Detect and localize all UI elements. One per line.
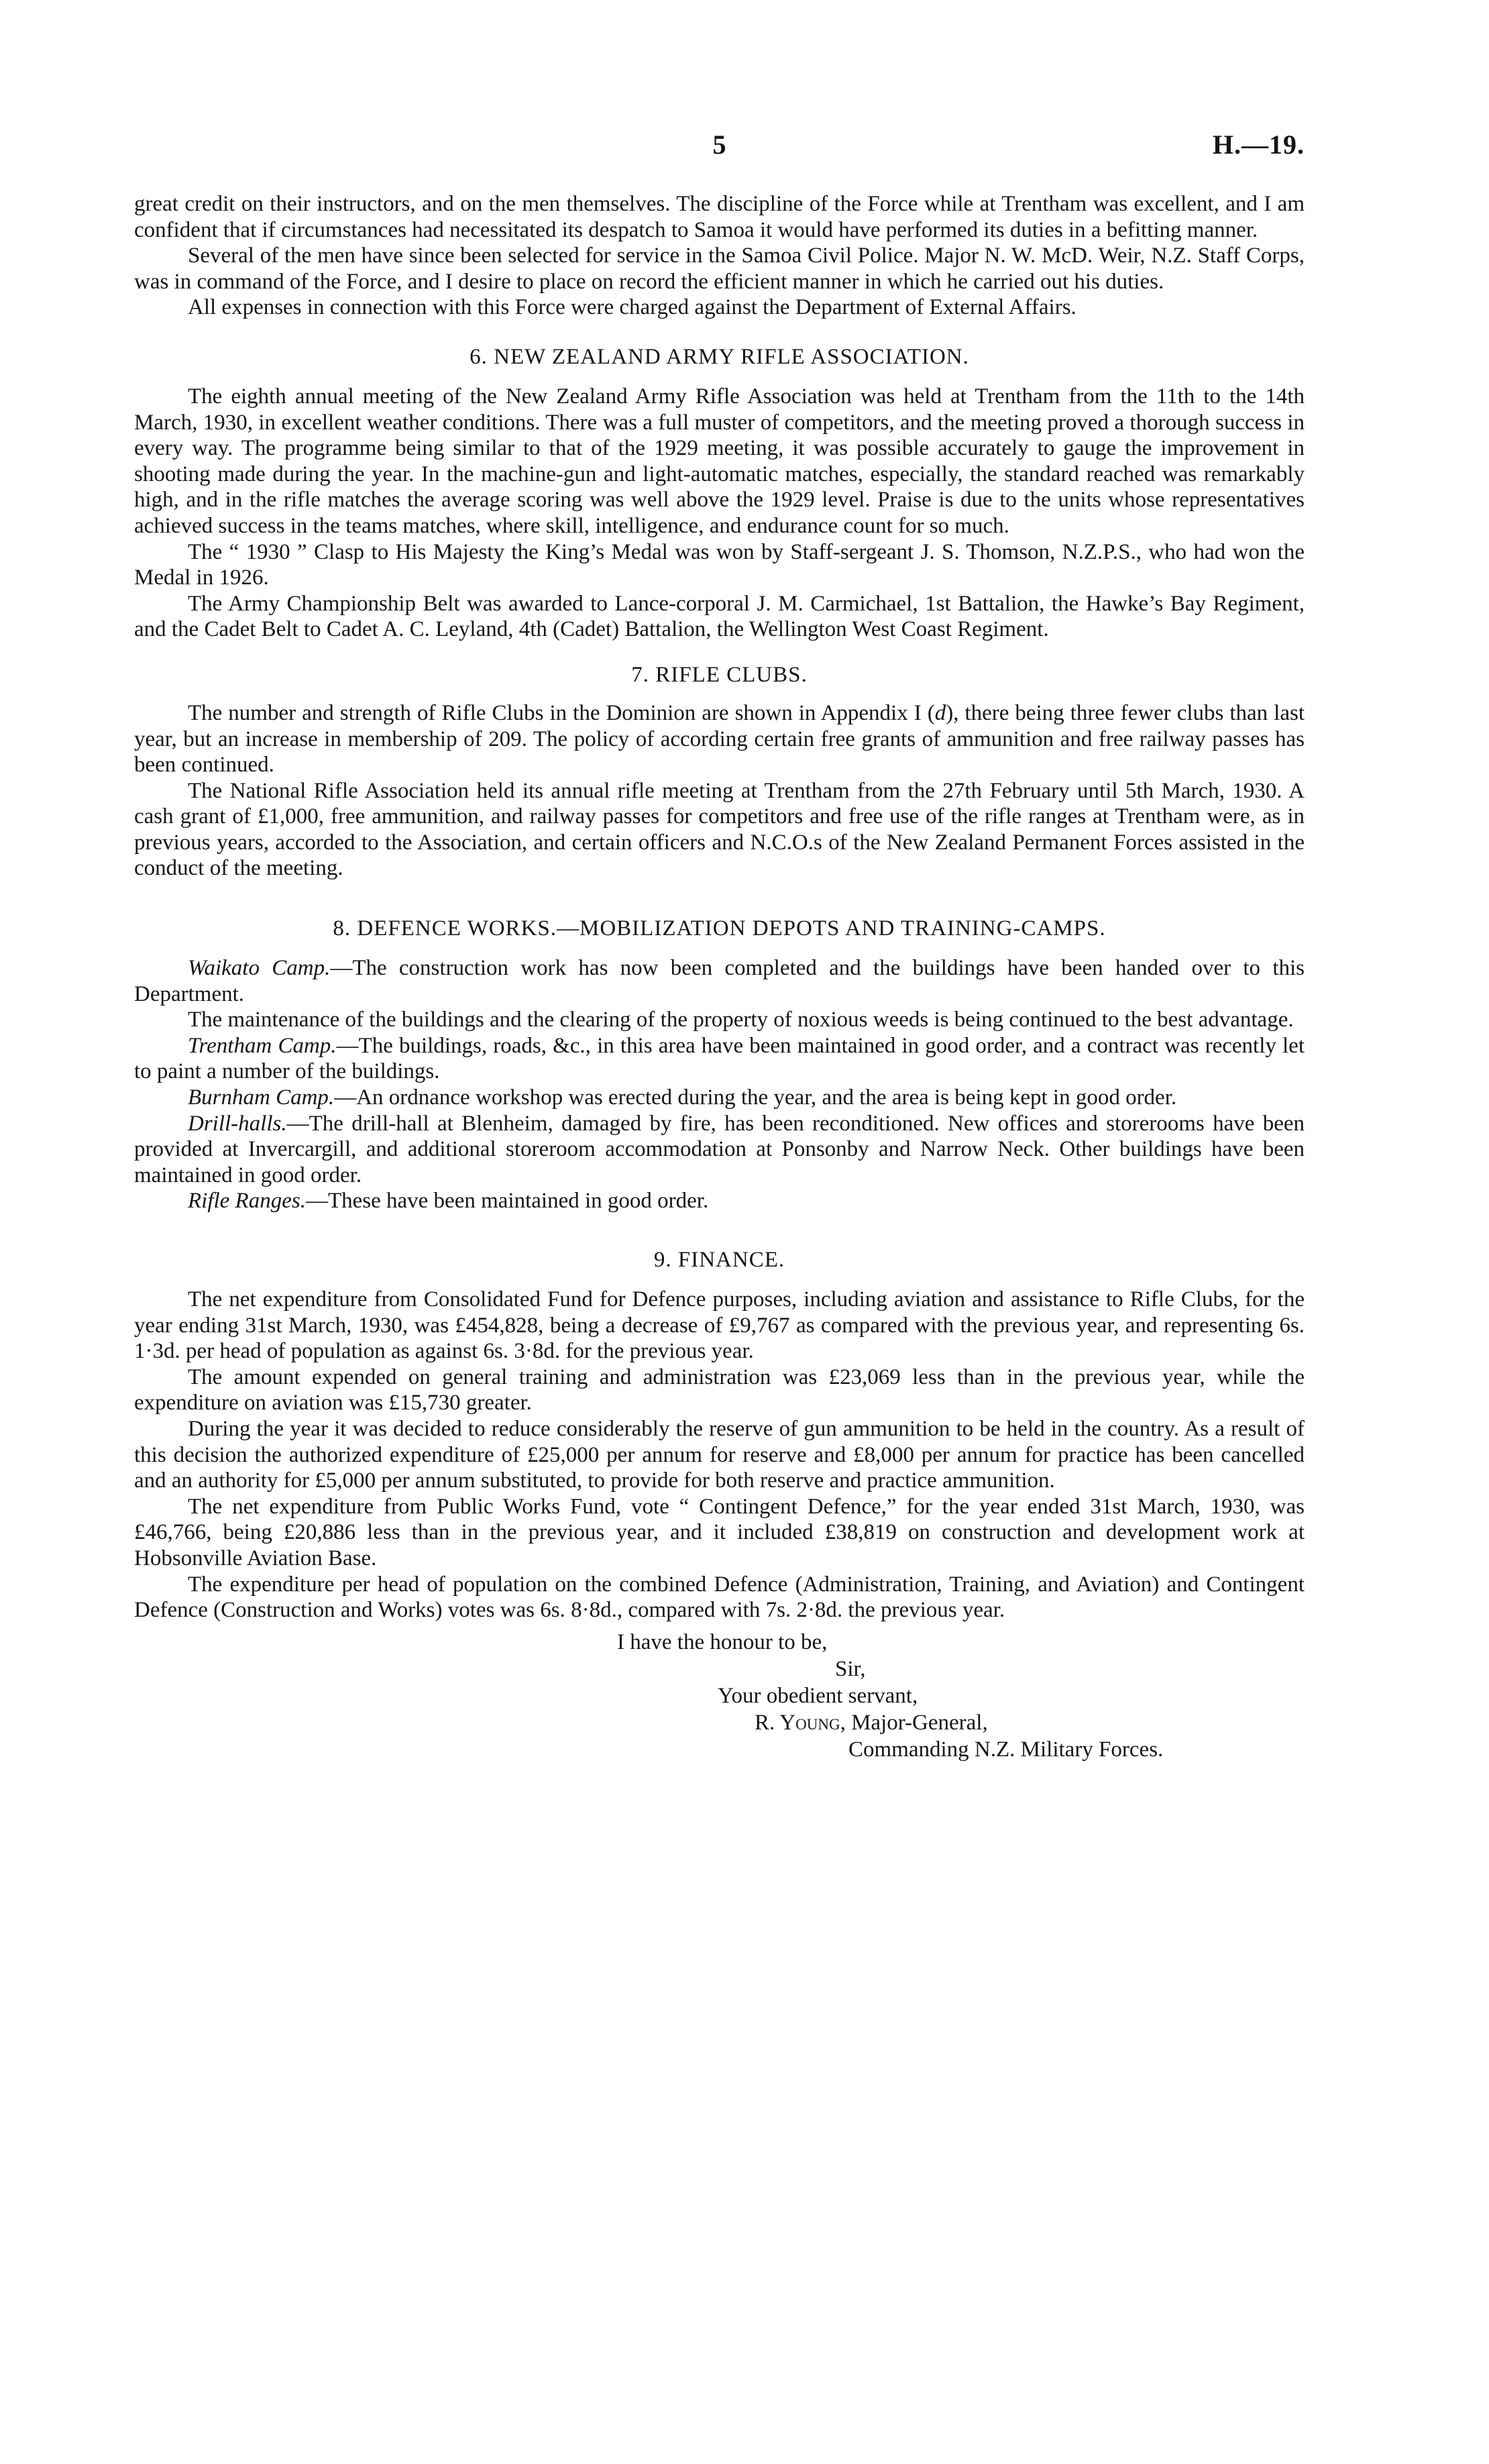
closing-honour: I have the honour to be, bbox=[617, 1629, 828, 1654]
document-body bbox=[134, 191, 1305, 1763]
burnham-paragraph bbox=[134, 1085, 1305, 1111]
section-7-p1-text-b: ), there being three fewer clubs than last year, but an increase in membership of 209. The policy of according certain free grants of ammunition and free railway passes has been continued. bbox=[134, 700, 1305, 778]
drill-halls-label: Drill-halls. bbox=[188, 1111, 287, 1136]
section-7-heading: 7. RIFLE CLUBS. bbox=[631, 662, 808, 687]
signer-title: Commanding N.Z. Military Forces. bbox=[848, 1737, 1164, 1762]
signer-name: R. Young bbox=[755, 1710, 840, 1735]
page-number: 5 bbox=[712, 129, 726, 160]
maintenance-paragraph: The maintenance of the buildings and the clearing of the property of noxious weeds is being continued to the best advantage. bbox=[188, 1008, 1294, 1032]
section-6-heading: 6. NEW ZEALAND ARMY RIFLE ASSOCIATION. bbox=[470, 344, 969, 369]
section-9-paragraph-3: During the year it was decided to reduce considerably the reserve of gun ammunition to be held in the country. As a result of this decision the authorized expenditure of £25,000 per annum for reserve and £8,000 per annum for practice has been cancelled and an authority for £5,000 per annum substituted, to provide for both reserve and practice ammunition. bbox=[134, 1416, 1305, 1493]
section-7-p1-text-a: The number and strength of Rifle Clubs in the Dominion are shown in Appendix I ( bbox=[188, 700, 935, 725]
section-9-paragraph-1: The net expenditure from Consolidated Fund for Defence purposes, including aviation and assistance to Rifle Clubs, for the year ending 31st March, 1930, was £454,828, being a decrease of £9,767 as compared with the previous year, and representing 6s. 1·3d. per head of population as against 6s. 3·8d. for the previous year. bbox=[134, 1287, 1305, 1364]
drill-halls-text: —The drill-hall at Blenheim, damaged by fire, has been reconditioned. New offices and storerooms have been provided at Invercargill, and additional storeroom accommodation at Ponsonby and Narrow Neck. Other buildings have been maintained in good order. bbox=[134, 1111, 1305, 1187]
burnham-text: —An ordnance workshop was erected during the year, and the area is being kept in good order. bbox=[334, 1085, 1177, 1110]
waikato-paragraph bbox=[134, 955, 1305, 1007]
trentham-paragraph bbox=[134, 1033, 1305, 1085]
intro-paragraph-1: great credit on their instructors, and on the men themselves. The discipline of the Force while at Trentham was excellent, and I am confident that if circumstances had necessitated its despatch to Samoa it would have performed its duties in a befitting manner. bbox=[134, 192, 1305, 242]
section-6-paragraph-3: The Army Championship Belt was awarded to Lance-corporal J. M. Carmichael, 1st Battalion, the Hawke’s Bay Regiment, and the Cadet Belt to Cadet A. C. Leyland, 4th (Cadet) Battalion, the Wellington West Coast Regiment. bbox=[134, 591, 1305, 642]
section-7-paragraph-1 bbox=[134, 700, 1305, 778]
closing-servant: Your obedient servant, bbox=[718, 1683, 918, 1708]
rifle-ranges-text: —These have been maintained in good order. bbox=[305, 1189, 709, 1214]
section-9-paragraph-2: The amount expended on general training and administration was £23,069 less than in the previous year, while the expenditure on aviation was £15,730 greater. bbox=[134, 1364, 1305, 1415]
section-9-paragraph-4: The net expenditure from Public Works Fund, vote “ Contingent Defence,” for the year ended 31st March, 1930, was £46,766, being £20,886 less than in the previous year, and it included £38,819 on construction and development work at Hobsonville Aviation Base. bbox=[134, 1494, 1305, 1570]
section-8-heading: 8. DEFENCE WORKS.—MOBILIZATION DEPOTS AND TRAINING-CAMPS. bbox=[333, 916, 1106, 941]
intro-paragraph-3: All expenses in connection with this Force were charged against the Department of External Affairs. bbox=[188, 295, 1077, 320]
signature-line bbox=[134, 1709, 1305, 1736]
burnham-label: Burnham Camp. bbox=[188, 1085, 335, 1110]
waikato-label: Waikato Camp. bbox=[188, 956, 331, 981]
trentham-text: —The buildings, roads, &c., in this area have been maintained in good order, and a contract was recently let to paint a number of the buildings. bbox=[134, 1033, 1305, 1084]
section-9-heading: 9. FINANCE. bbox=[653, 1248, 785, 1272]
document-code: H.—19. bbox=[1212, 129, 1305, 160]
appendix-letter: d bbox=[934, 700, 946, 725]
waikato-text: —The construction work has now been completed and the buildings have been handed over to this Department. bbox=[134, 956, 1305, 1006]
drill-halls-paragraph bbox=[134, 1111, 1305, 1189]
trentham-label: Trentham Camp. bbox=[188, 1033, 337, 1058]
intro-paragraph-2: Several of the men have since been selected for service in the Samoa Civil Police. Major N. W. McD. Weir, N.Z. Staff Corps, was in command of the Force, and I desire to place on record the efficient manner in which he carried out his duties. bbox=[134, 244, 1305, 294]
section-7-paragraph-2: The National Rifle Association held its annual rifle meeting at Trentham from the 27th February until 5th March, 1930. A cash grant of £1,000, free ammunition, and railway passes for competitors and free use of the rifle ranges at Trentham were, as in previous years, accorded to the Association, and certain officers and N.C.O.s of the New Zealand Permanent Forces assisted in the conduct of the meeting. bbox=[134, 778, 1305, 881]
section-6-paragraph-1: The eighth annual meeting of the New Zealand Army Rifle Association was held at Trentham from the 11th to the 14th March, 1930, in excellent weather conditions. There was a full muster of competitors, and the meeting proved a thorough success in every way. The programme being similar to that of the 1929 meeting, it was possible accurately to gauge the improvement in shooting made during the year. In the machine-gun and light-automatic matches, especially, the standard reached was remarkably high, and in the rifle matches the average scoring was well above the 1929 level. Praise is due to the units whose representatives achieved success in the teams matches, where skill, intelligence, and endurance count for so much. bbox=[134, 384, 1305, 538]
section-9-paragraph-5: The expenditure per head of population on the combined Defence (Administration, Training, and Aviation) and Contingent Defence (Construction and Works) votes was 6s. 8·8d., compared with 7s. 2·8d. the previous year. bbox=[134, 1572, 1305, 1623]
page-header bbox=[134, 129, 1305, 169]
rifle-ranges-paragraph bbox=[134, 1188, 1305, 1214]
rifle-ranges-label: Rifle Ranges. bbox=[188, 1189, 306, 1214]
closing-salutation: Sir, bbox=[835, 1656, 866, 1681]
signer-rank: , Major-General, bbox=[840, 1710, 988, 1735]
section-6-paragraph-2: The “ 1930 ” Clasp to His Majesty the King’s Medal was won by Staff-sergeant J. S. Thomson, N.Z.P.S., who had won the Medal in 1926. bbox=[134, 539, 1305, 590]
closing-block bbox=[134, 1629, 1305, 1763]
